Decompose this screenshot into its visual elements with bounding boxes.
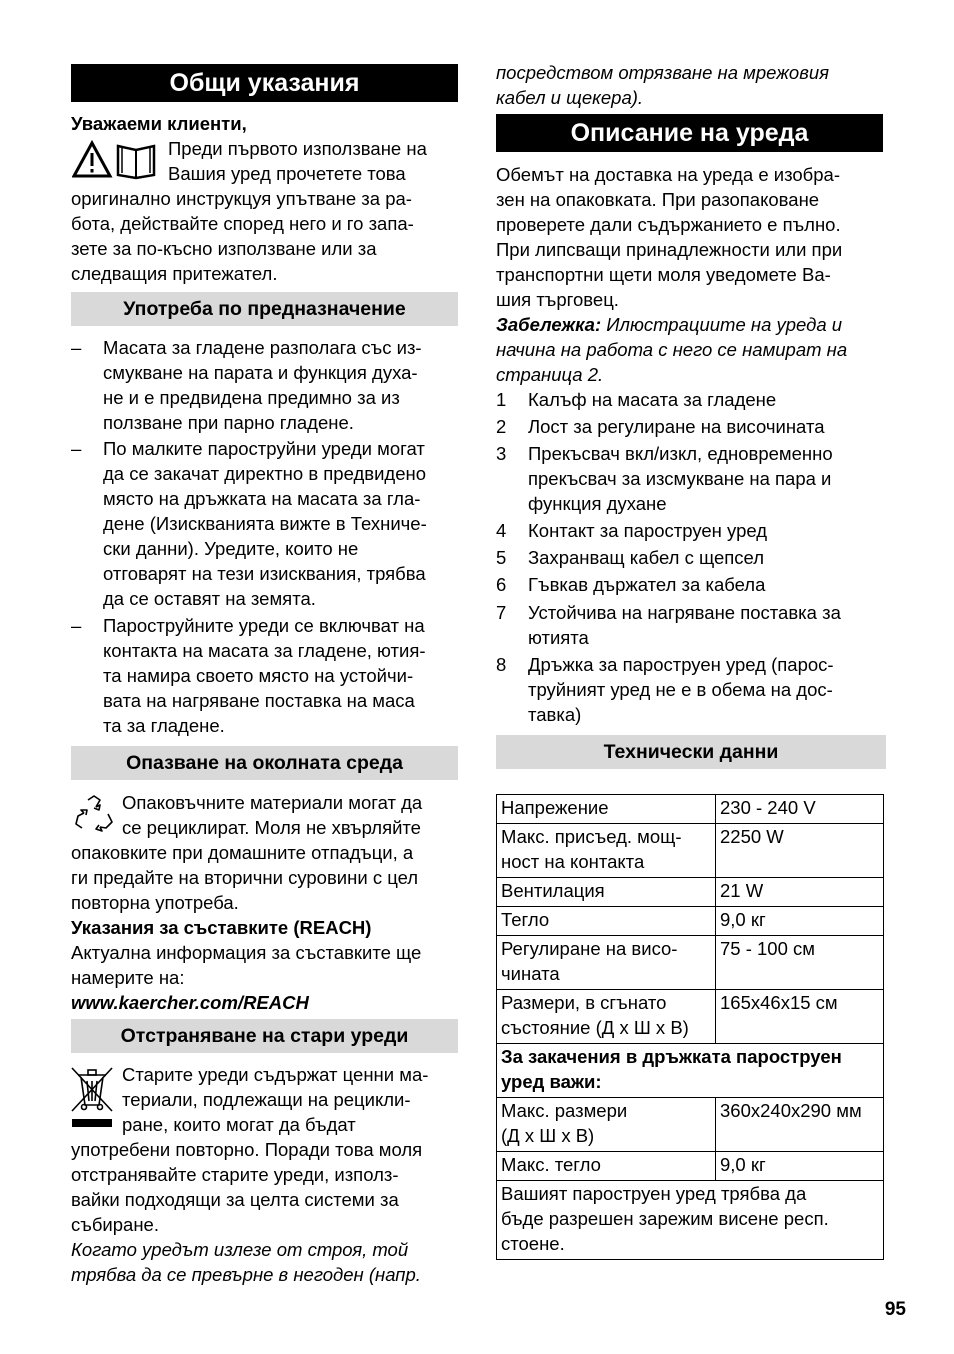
bullet-line: да се закачат директно в предвидено [103, 463, 427, 484]
list-number: 7 [496, 602, 507, 623]
list-number: 8 [496, 654, 507, 675]
list-item: Захранващ кабел с щепсел [528, 547, 764, 568]
continued-italic-line: кабел и щекера). [496, 87, 644, 108]
reach-line: намерите на: [71, 967, 185, 988]
bullet-line: ползване при парно гладене. [103, 412, 354, 433]
desc-line: зен на опаковката. При разопаковане [496, 189, 820, 210]
table-cell-value: 230 - 240 V [716, 795, 884, 824]
desc-line: При липсващи принадлежности или при [496, 239, 843, 260]
crossed-bin-icon [70, 1065, 116, 1129]
list-item: труйният уред не е в обема на дос- [528, 679, 833, 700]
list-number: 6 [496, 574, 507, 595]
list-item: функция духане [528, 493, 667, 514]
heading-intended-use: Употреба по предназначение [71, 292, 458, 326]
table-row [497, 936, 884, 990]
table-row [497, 1152, 884, 1181]
table-row [497, 824, 884, 878]
note-line [496, 312, 842, 337]
continued-italic-line: посредством отрязване на мрежовия [496, 62, 830, 83]
intro-line: следващия притежател. [71, 263, 278, 284]
bullet-dash: – [71, 337, 82, 358]
list-number: 4 [496, 520, 507, 541]
list-item: прекъсвач за изсмукване на пара и [528, 468, 832, 489]
table-row [497, 1098, 884, 1152]
list-item: тавка) [528, 704, 582, 725]
disposal-line: отстранявайте старите уреди, използ- [71, 1164, 399, 1185]
bullet-line: контакта на масата за гладене, ютия- [103, 640, 426, 661]
table-cell-key: Напрежение [497, 795, 716, 824]
warning-manual-icon [72, 140, 158, 180]
table-cell-value: 165x46x15 см [716, 990, 884, 1044]
list-item: Калъф на масата за гладене [528, 389, 777, 410]
bullet-line: По малките пароструйни уреди могат [103, 438, 425, 459]
heading-general: Общи указания [71, 64, 458, 102]
disposal-line: събиране. [71, 1214, 159, 1235]
table-cell-value: 360x240x290 мм [716, 1098, 884, 1152]
heading-description: Описание на уреда [496, 114, 883, 152]
note-label: Забележка: [496, 314, 602, 335]
desc-line: шия търговец. [496, 289, 619, 310]
intro-line: зете за по-късно използване или за [71, 238, 377, 259]
desc-line: проверете дали съдържанието е пълно. [496, 214, 841, 235]
table-row [497, 990, 884, 1044]
table-cell-value: 9,0 кг [716, 1152, 884, 1181]
env-line: опаковките при домашните отпадъци, а [71, 842, 414, 863]
table-cell-key: Макс. тегло [497, 1152, 716, 1181]
bullet-line: отговарят на тези изисквания, трябва [103, 563, 426, 584]
parts-list [496, 387, 886, 727]
bullet-dash: – [71, 438, 82, 459]
list-number: 2 [496, 416, 507, 437]
bullet-line: Пароструйните уреди се включват на [103, 615, 425, 636]
note-line: начина на работа с него се намират на [496, 339, 848, 360]
disposal-line: ране, които могат да бъдат [122, 1114, 356, 1135]
table-cell-key: Вентилация [497, 878, 716, 907]
disposal-line: вайки подходящи за целта системи за [71, 1189, 399, 1210]
table-row [497, 878, 884, 907]
intro-line: оригинално инструкцуя упътване за ра- [71, 188, 412, 209]
dear-customers: Уважаеми клиенти, [71, 113, 247, 134]
table-cell-value: 2250 W [716, 824, 884, 878]
desc-line: транспортни щети моля уведомете Ва- [496, 264, 831, 285]
bullet-dash: – [71, 615, 82, 636]
note-text: Илюстрациите на уреда и [601, 314, 843, 335]
env-line: повторна употреба. [71, 892, 239, 913]
table-cell-key: Тегло [497, 907, 716, 936]
list-item: Гъвкав държател за кабела [528, 574, 766, 595]
table-cell-key: Регулиране на висо- чината [497, 936, 716, 990]
bullet-line: Масата за гладене разполага със из- [103, 337, 422, 358]
tech-data-table [496, 794, 884, 1260]
table-cell-value: 9,0 кг [716, 907, 884, 936]
reach-url-link[interactable]: www.kaercher.com/REACH [71, 992, 309, 1013]
list-number: 5 [496, 547, 507, 568]
reach-line: Актуална информация за съставките ще [71, 942, 422, 963]
list-item: ютията [528, 627, 589, 648]
bullet-line: ски данни). Уредите, които не [103, 538, 359, 559]
intro-line: бота, действайте според него и го запа- [71, 213, 414, 234]
recycle-icon [72, 794, 116, 836]
list-item: Дръжка за пароструен уред (парос- [528, 654, 834, 675]
disposal-line: Старите уреди съдържат ценни ма- [122, 1064, 429, 1085]
list-number: 3 [496, 443, 507, 464]
list-number: 1 [496, 389, 507, 410]
disposal-italic-line: трябва да се превърне в негоден (напр. [71, 1264, 421, 1285]
disposal-line: употребени повторно. Поради това моля [71, 1139, 423, 1160]
disposal-line: териали, подлежащи на рецикли- [122, 1089, 411, 1110]
table-cell-key: Макс. присъед. мощ- ност на контакта [497, 824, 716, 878]
intro-line: Преди първото използване на [168, 138, 427, 159]
list-item: Устойчива на нагряване поставка за [528, 602, 841, 623]
list-item: Лост за регулиране на височината [528, 416, 825, 437]
heading-technical-data: Технически данни [496, 735, 886, 769]
list-item: Контакт за пароструен уред [528, 520, 768, 541]
disposal-italic-line: Когато уредът излезе от строя, той [71, 1239, 409, 1260]
intro-line: Вашия уред прочетете това [168, 163, 406, 184]
bullet-line: не и е предвидена предимно за из [103, 387, 400, 408]
table-footnote: Вашият пароструен уред трябва да бъде разрешен зарежим висене респ. стоене. [497, 1181, 884, 1260]
bullet-line: смукване на парата и функция духа- [103, 362, 418, 383]
table-cell-key: Размери, в сгънато състояние (Д x Ш x В) [497, 990, 716, 1044]
table-subheading: За закачения в дръжката пароструен уред важи: [497, 1044, 884, 1098]
bullet-line: да се оставят на земята. [103, 588, 316, 609]
bullet-line: вата на нагряване поставка на маса [103, 690, 415, 711]
table-row [497, 1181, 884, 1260]
desc-line: Обемът на доставка на уреда е изобра- [496, 164, 840, 185]
list-item: Прекъсвач вкл/изкл, едновременно [528, 443, 833, 464]
env-line: се рециклират. Моля не хвърляйте [122, 817, 421, 838]
bullet-line: място на дръжката на масата за гла- [103, 488, 421, 509]
bullet-line: та намира своето място на устойчи- [103, 665, 414, 686]
bullet-list [71, 335, 458, 740]
heading-environment: Опазване на околната среда [71, 746, 458, 780]
table-cell-key: Макс. размери (Д x Ш x В) [497, 1098, 716, 1152]
page-number: 95 [884, 1299, 906, 1320]
table-row [497, 907, 884, 936]
note-line: страница 2. [496, 364, 604, 385]
reach-title: Указания за съставките (REACH) [71, 917, 372, 938]
heading-disposal: Отстраняване на стари уреди [71, 1019, 458, 1053]
bullet-line: та за гладене. [103, 715, 225, 736]
table-cell-value: 21 W [716, 878, 884, 907]
bullet-line: дене (Изискванията вижте в Техниче- [103, 513, 427, 534]
env-line: Опаковъчните материали могат да [122, 792, 423, 813]
table-row [497, 1044, 884, 1098]
table-cell-value: 75 - 100 см [716, 936, 884, 990]
table-row [497, 795, 884, 824]
env-line: ги предайте на вторични суровини с цел [71, 867, 419, 888]
